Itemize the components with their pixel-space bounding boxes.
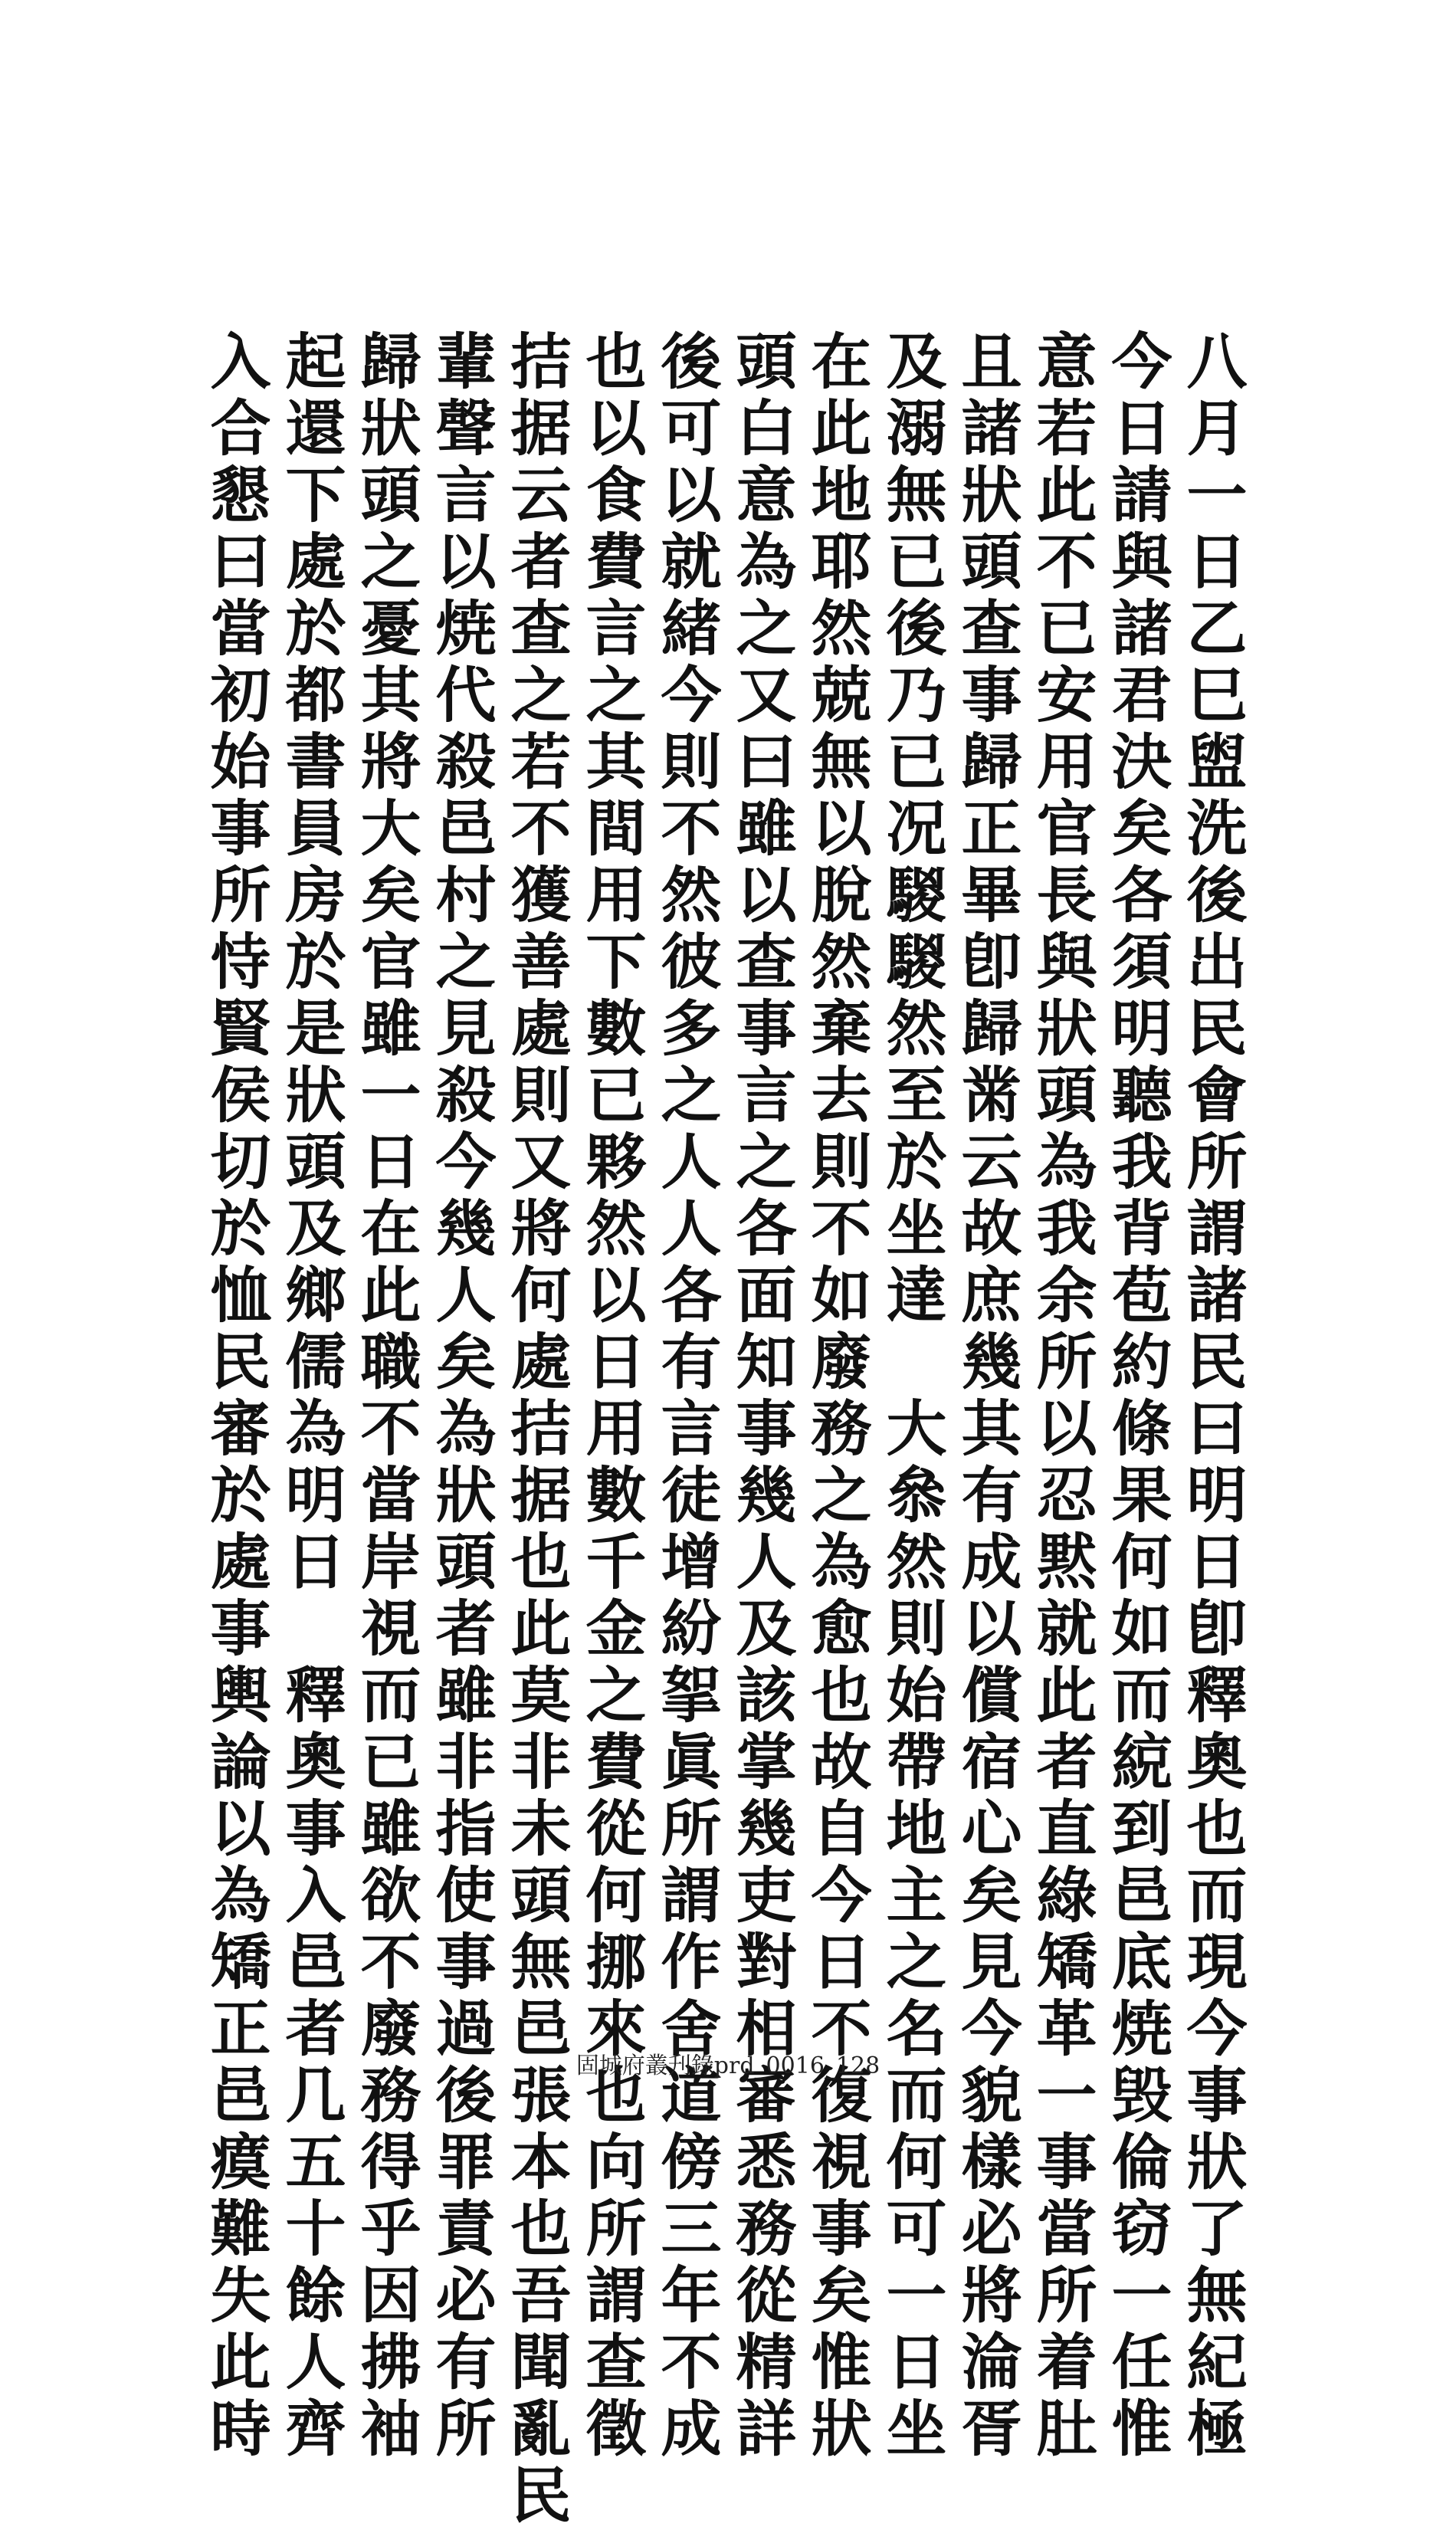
manuscript-column-9: 也以食費言之其間用下數已夥然以日用數千金之費從何挪來也向所謂查徵 — [576, 330, 647, 2463]
manuscript-column-3: 意若此不已安用官長與狀頭為我余所以忍黙就此者直綠矯革一事當所着肚 — [1026, 330, 1097, 2463]
manuscript-column-13: 起還下處於都書員房於是狀頭及鄉儒為明日 釋奧事入邑者几五十餘人齊 — [275, 330, 346, 2463]
manuscript-column-14: 入合懇曰當初始事所恃賢侯切於恤民審於處事輿論以為矯正邑瘼難失此時 — [200, 330, 271, 2463]
manuscript-column-11: 輩聲言以焼代殺邑村之見殺今幾人矣為狀頭者雖非指使事過後罪責必有所 — [425, 330, 497, 2463]
manuscript-column-1: 八月一日乙巳盥洗後出民會所謂諸民曰明日卽釋奧也而現今事狀了無紀極 — [1176, 330, 1248, 2463]
manuscript-column-12: 歸狀頭之憂其將大矣官雖一日在此職不當岸視而已雖欲不廢務得乎因拂袖 — [350, 330, 421, 2463]
manuscript-column-8: 後可以就緒今則不然彼多之人人各有言徒增紛挐眞所謂作舍道傍三年不成 — [651, 330, 722, 2463]
manuscript-column-7: 頭白意為之又曰雖以查事言之各面知事幾人及該掌幾吏對相審悉務從精詳 — [726, 330, 797, 2463]
manuscript-column-2: 今日請與諸君決矣各須明聽我背苞約條果何如而綂到邑底焼毁倫窃一任惟 — [1101, 330, 1172, 2463]
manuscript-column-4: 且諸狀頭查事歸正畢卽歸黹云故庶幾其有成以償宿心矣見今貌樣必將淪胥 — [951, 330, 1022, 2463]
page-caption: 固城府叢刋錄prd_0016_128 — [576, 2053, 880, 2079]
manuscript-column-6: 在此地耶然兢無以脫然棄去則不如廢務之為愈也故自今日不復視事矣惟狀 — [801, 330, 872, 2463]
manuscript-column-10: 拮据云者查之若不獲善處則又將何處拮据也此莫非未頭無邑張本也吾聞亂民 — [500, 330, 572, 2530]
manuscript-column-5: 及溺無已後乃已况騣騣然至於坐達 大叅然則始帶地主之名而何可一日坐 — [876, 330, 947, 2463]
